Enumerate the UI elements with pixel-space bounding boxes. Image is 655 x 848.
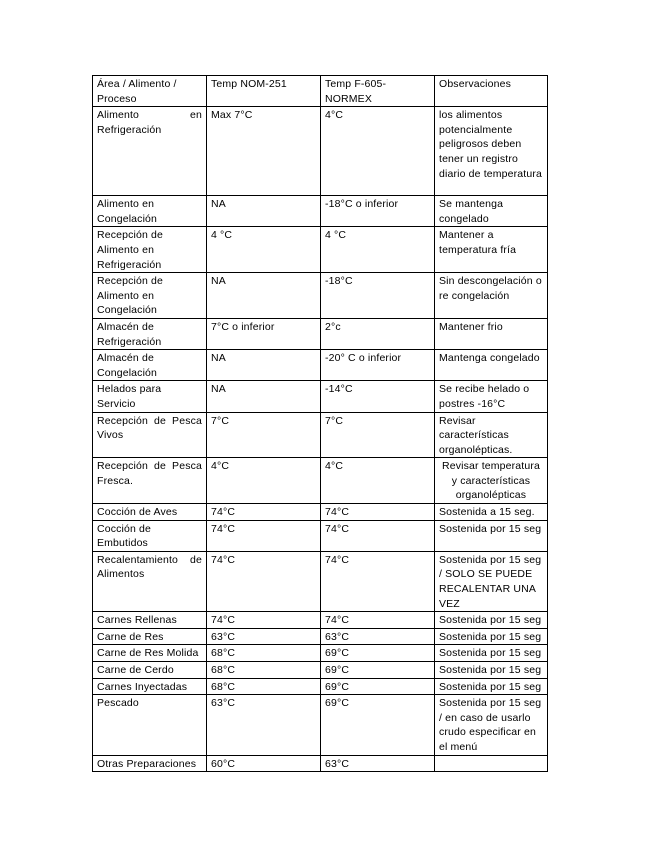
cell-normex: 69°C	[321, 645, 435, 662]
cell-nom: Max 7°C	[207, 107, 321, 196]
table-row	[93, 350, 548, 381]
cell-obs: Mantener a temperatura fría	[435, 227, 548, 273]
cell-obs: Sostenida por 15 seg	[435, 520, 548, 551]
cell-area: Carnes Rellenas	[93, 612, 207, 629]
table-row	[93, 678, 548, 695]
cell-nom: 74°C	[207, 504, 321, 521]
cell-area: Alimento en Congelación	[93, 196, 207, 227]
cell-area: Almacén de Refrigeración	[93, 318, 207, 349]
table-row	[93, 273, 548, 319]
cell-normex: 63°C	[321, 755, 435, 772]
cell-normex: 4 °C	[321, 227, 435, 273]
cell-obs: Mantenga congelado	[435, 350, 548, 381]
cell-normex: 69°C	[321, 695, 435, 755]
table-row	[93, 412, 548, 458]
temperature-table	[92, 75, 548, 772]
cell-nom: 4 °C	[207, 227, 321, 273]
cell-obs: Sostenida por 15 seg / en caso de usarlo crudo especificar en el menú	[435, 695, 548, 755]
cell-area: Recepción de Alimento en Refrigeración	[93, 227, 207, 273]
table-row	[93, 520, 548, 551]
cell-nom: 7°C o inferior	[207, 318, 321, 349]
header-area: Área / Alimento / Proceso	[93, 76, 207, 107]
table-row	[93, 755, 548, 772]
cell-area: Helados para Servicio	[93, 381, 207, 412]
cell-obs: Sostenida por 15 seg	[435, 628, 548, 645]
cell-nom: 74°C	[207, 551, 321, 611]
cell-area: Recalentamiento de Alimentos	[93, 551, 207, 611]
cell-obs: Sostenida por 15 seg	[435, 678, 548, 695]
table-row	[93, 107, 548, 196]
cell-normex: 74°C	[321, 612, 435, 629]
header-observaciones: Observaciones	[435, 76, 548, 107]
cell-area: Cocción de Aves	[93, 504, 207, 521]
cell-nom: 74°C	[207, 520, 321, 551]
table-row	[93, 227, 548, 273]
cell-area: Pescado	[93, 695, 207, 755]
cell-obs: Mantener frio	[435, 318, 548, 349]
cell-area: Carne de Res Molida	[93, 645, 207, 662]
cell-nom: 7°C	[207, 412, 321, 458]
cell-nom: 4°C	[207, 458, 321, 504]
cell-normex: -18°C	[321, 273, 435, 319]
cell-obs: Sin descongelación o re congelación	[435, 273, 548, 319]
table-row	[93, 458, 548, 504]
cell-nom: 68°C	[207, 662, 321, 679]
table-row	[93, 628, 548, 645]
cell-area: Recepción de Pesca Fresca.	[93, 458, 207, 504]
cell-nom: 68°C	[207, 678, 321, 695]
cell-area: Cocción de Embutidos	[93, 520, 207, 551]
cell-nom: NA	[207, 196, 321, 227]
cell-normex: 74°C	[321, 551, 435, 611]
cell-obs: Se recibe helado o postres -16°C	[435, 381, 548, 412]
cell-obs: Sostenida por 15 seg	[435, 662, 548, 679]
cell-normex: 7°C	[321, 412, 435, 458]
cell-nom: 63°C	[207, 695, 321, 755]
cell-normex: 2°c	[321, 318, 435, 349]
cell-normex: 69°C	[321, 662, 435, 679]
cell-area: Otras Preparaciones	[93, 755, 207, 772]
table-row	[93, 695, 548, 755]
cell-nom: NA	[207, 381, 321, 412]
header-temp-nom: Temp NOM-251	[207, 76, 321, 107]
cell-normex: 74°C	[321, 504, 435, 521]
cell-normex: 4°C	[321, 458, 435, 504]
cell-obs: Sostenida por 15 seg	[435, 612, 548, 629]
cell-nom: NA	[207, 350, 321, 381]
cell-obs	[435, 755, 548, 772]
cell-normex: 63°C	[321, 628, 435, 645]
cell-obs: Se mantenga congelado	[435, 196, 548, 227]
header-row	[93, 76, 548, 107]
cell-normex: 69°C	[321, 678, 435, 695]
cell-obs: Sostenida a 15 seg.	[435, 504, 548, 521]
cell-area: Alimento en Refrigeración	[93, 107, 207, 196]
table-row	[93, 381, 548, 412]
cell-normex: -14°C	[321, 381, 435, 412]
table-row	[93, 504, 548, 521]
cell-normex: 74°C	[321, 520, 435, 551]
cell-normex: -20° C o inferior	[321, 350, 435, 381]
cell-obs: los alimentos potencialmente peligrosos deben tener un registro diario de temperatura	[435, 107, 548, 196]
cell-area: Carne de Cerdo	[93, 662, 207, 679]
cell-obs: Revisar características organolépticas.	[435, 412, 548, 458]
cell-obs: Revisar temperatura y características organolépticas	[435, 458, 548, 504]
table-row	[93, 551, 548, 611]
cell-area: Carnes Inyectadas	[93, 678, 207, 695]
cell-area: Recepción de Pesca Vivos	[93, 412, 207, 458]
cell-nom: 63°C	[207, 628, 321, 645]
cell-normex: 4°C	[321, 107, 435, 196]
cell-nom: 68°C	[207, 645, 321, 662]
header-temp-normex: Temp F-605-NORMEX	[321, 76, 435, 107]
table-row	[93, 196, 548, 227]
cell-normex: -18°C o inferior	[321, 196, 435, 227]
cell-area: Recepción de Alimento en Congelación	[93, 273, 207, 319]
cell-obs: Sostenida por 15 seg	[435, 645, 548, 662]
cell-nom: NA	[207, 273, 321, 319]
cell-area: Almacén de Congelación	[93, 350, 207, 381]
table-row	[93, 645, 548, 662]
table-row	[93, 318, 548, 349]
table-row	[93, 612, 548, 629]
cell-obs: Sostenida por 15 seg / SOLO SE PUEDE RECALENTAR UNA VEZ	[435, 551, 548, 611]
cell-nom: 60°C	[207, 755, 321, 772]
cell-nom: 74°C	[207, 612, 321, 629]
cell-area: Carne de Res	[93, 628, 207, 645]
table-row	[93, 662, 548, 679]
